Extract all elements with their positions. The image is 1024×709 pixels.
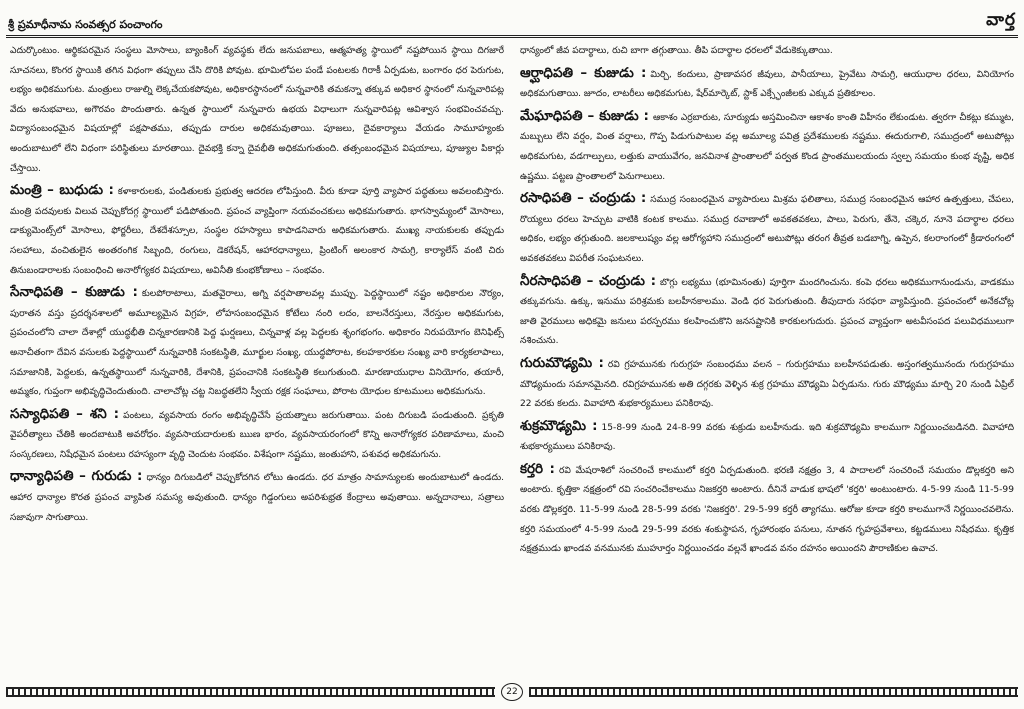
page-number: 22 (501, 683, 523, 701)
section-heading: ఆర్ఘాధిపతి – కుజుడు : (520, 64, 647, 81)
paragraph-text: మిర్చి, కందులు, ప్రాణావసర జీవులు, పానీయాలు, ప్రైవేటు సామగ్రి, ఆయుధాల ధరలు, వినియోగం అధికమగుతాయి. జూదం, లాటరీలు అధికమగుట, షేర్‌మార్కెట్, స్టాక్ ఎక్స్ఛేంజీలకు ఎక్కువ ప్రతికూలం. (520, 69, 1014, 100)
paragraph-text: రవి మేషరాశిలో సంచరించే కాలములో కర్తరి ఏర్పడుతుంది. భరణి నక్షత్రం 3, 4 పాదాలలో సంచరించే సమయం డొల్లకర్తరి అని అంటారు. కృత్తికా నక్షత్రంలో రవి సంచరించేకాలము నిజకర్తరి అంటారు. దీనినే వాడుక భాషలో 'కర్తరి' అంటుంటారు. 4-5-99 నుండి 11-5-99 వరకు డొల్లకర్తరి. 11-5-99 నుండి 28-5-99 వరకు 'నిజకర్తరి'. 29-5-99 కర్తరీ త్యాగము. ఆరోజు కూడా కర్తరి కాలముగానే నిర్ణయించవలెను. కర్తరి సమయంలో 4-5-99 నుండి 29-5-99 వరకు శంకుస్థాపన, గృహారంభం పనులు, నూతన గృహప్రవేశాలు, కట్టడములు నిషేధము. కృత్తిక నక్షత్రముడు ఖాండవ వనమునకు ముహూర్తం నిర్ణయించడం వల్లనే ఖాండవ వనం దహనం అయిందని పౌరాణికుల ఉవాచ. (520, 465, 1014, 555)
section-heading: సేనాధిపతి – కుజుడు : (10, 284, 138, 301)
right-column (520, 42, 1014, 668)
paragraph (520, 64, 1014, 105)
paragraph (520, 42, 1014, 62)
section-heading: నీరసాధిపతి – చంద్రుడు : (520, 272, 656, 289)
section-heading: కర్తరి : (520, 460, 555, 477)
paragraph-text: ధాన్యం దిగుబడిలో చెప్పుకోదగిన లోటు ఉండదు. ధర మాత్రం సామాన్యులకు అందుబాటులో ఉండదు. ఆహార ధాన్యాల కొరత ప్రపంచ వ్యాపిత సమస్య అవుతుంది. ధాన్యం గిడ్డంగులు అపరిశుభ్రత కేంద్రాలు అవుతాయి. అన్నదానాలు, సత్రాలు సజావుగా సాగుతాయి. (10, 473, 504, 523)
paragraph (10, 467, 504, 528)
section-heading: గురుమౌఢ్యమి : (520, 354, 604, 371)
paragraph-text: ధాన్యంలో జీవ పదార్థాలు, రుచి బాగా తగ్గుతాయి. తీపి పదార్థాల ధరలలో వేడుకెక్కుతాయి. (520, 46, 833, 56)
paragraph-text: బొగ్గు లభ్యము (భూమినంతు) పూర్తిగా మందగించును. కంపె ధరలు అధికముగానుండును, వాడకము తక్కువగును. ఉక్కు, ఇనుము పరిశ్రమకు బలహీనకాలము. వెండి ధర పెరుగుతుంది. తీపుదారు సరఫరా వ్యాపిస్తుంది. ప్రపంచంలో అనేకచోట్ల జాతి వైరములు అధికమై జనులు పరస్పరము కలహించుకొని జనసష్టానికి కారకులగుదురు. ప్రపంచ వ్యాప్తంగా అటవీసంపద పలువిధములుగా నశించును. (520, 277, 1014, 347)
brand-logo: వార్త (986, 10, 1016, 30)
paragraph (520, 354, 1014, 415)
paragraph-text: పంటలు, వ్యవసాయ రంగం అభివృద్ధిచేసే ప్రయత్నాలు జరుగుతాయి. పంట దిగుబడి పండుతుంది. ప్రకృతి వైపరీత్యాలు చేతికి అందబాటుకి అవరోధం. వ్యవసాయదారులకు ఋణ భారం, వ్యవసాయరంగంలో కొన్ని అనారోగ్యకర పరిణామాలు, మంచి సంస్కరణలు, నిషేధమైన పంటలు రహస్యంగా వృద్ధి చెందుట సంభవం. విశేషంగా నష్టము, జంతుహాని, పశువధ అధికమగును. (10, 410, 504, 460)
section-heading: సస్యాధిపతి – శని : (10, 405, 120, 422)
running-title: శ్రీ ప్రమాధీనామ సంవత్సర పంచాంగం (8, 18, 163, 31)
paragraph (520, 417, 1014, 458)
section-heading: రసాధిపతి – చంద్రుడు : (520, 190, 647, 207)
paragraph-text: ఆకాశం ఎర్రబారుట, సూర్యుడు అస్తమించినా ఆకాశం కాంతి విహీనం లేకుండుట. త్వరగా చీకట్లు కమ్ముట, మబ్బులు లేని వర్షం, వింత వర్షాలు, గొప్ప పిడుగుపాటుల వల్ల అమూల్య పవిత్ర ప్రదేశములకు నష్టము. ఈదురుగాలి, సముద్రంలో అటుపోట్లు అధికమగుట, వడగాల్పులు, లత్తుకు వాయువేగం, జనవినాశ ప్రాంతాలలో పర్వత కొండ ప్రాంతములయందు స్వల్ప సమయం కుంభ వృష్టి, అధిక ఉష్ణము. పట్టణ ప్రాంతాలలో పెనుగాలులు. (520, 112, 1014, 182)
paragraph (10, 42, 504, 179)
paragraph-text: సముద్ర సంబంధమైన వ్యాపారులు మిశ్రమ ఫలితాలు, సముద్ర సంబంధమైన ఆహార ఉత్పత్తులు, చేపలు, రొయ్యలు ధరలు హెచ్చుట వాటికి కంటక కాలము. సముద్ర రవాణాలో అవకతవకలు, పాలు, పెరుగు, తేనె, చక్కెర, నూనె పదార్థాల ధరలు అధికం, లభ్యం తగ్గుతుంది. జలకాలుష్యం వల్ల ఆరోగ్యహాని సముద్రంలో అటుపోట్లు తరంగ తీవ్రత బడబాగ్ని, ఉప్పెన, కలరాంగంలో క్రీడారంగంలో అవకతవకలు విపరీత సంఘటనలు. (520, 195, 1014, 264)
paragraph (520, 189, 1014, 269)
section-heading: మంత్రి – బుధుడు : (10, 182, 114, 199)
paragraph-text: కళాకారులకు, పండితులకు ప్రభుత్వ ఆదరణ లోపిస్తుంది. వీరు కూడా పూర్తి వ్యాపార పద్ధతులు అవలంబిస్తారు. మంత్రి పదవులకు విలువ చెప్పుకోదగ్గ స్థాయిలో పడిపోతుంది. ప్రపంచ వ్యాప్తింగా నయవంచకులు అధికమగుతారు. భాగస్వామ్యంలో మోసాలు, డాక్యుమెంట్స్‌లో మోసాలు, ఫోర్జరీలు, దేశదేశస్సూల, సంస్థల రహస్యాలు కాపాడనివారు అధికమగుతారు. ముఖ్య నాయకులకు తప్పుడు సలహాలు, వంచితులైన అంతరంగిక సిబ్బంది, రంగులు, డెకరేషన్, ఆహారధాన్యాలు, ప్రింటింగ్ అలంకార సామగ్రి, కార్యాలేస్ వంటి చిరు తినుబండారాలకు సంబంధించి అనారోగ్యకర విషయాలు, అవినీతి కుంభకోణాలు – సంభవం. (10, 187, 504, 276)
section-heading: మేఘాధిపతి – కుజుడు : (520, 107, 649, 124)
paragraph (10, 181, 504, 281)
section-heading: శుక్రమౌఢ్యమి : (520, 417, 598, 434)
paragraph-text: రవి గ్రహమునకు గురుగ్రహ సంబంధము వలన – గురుగ్రహము బలహీనపడుతు. అస్తంగత్వమునందు గురుగ్రహము మౌఢ్యమందు సమానమైనది. రవిగ్రహమునకు అతి దగ్గరకు వెళ్ళిన శుక్ర గ్రహము మౌఢ్యమి ఏర్పడును. గురు మౌఢ్యము మార్చి 20 నుండి ఏప్రిల్ 22 వరకు కలదు. వివాహాది శుభకార్యములు పనికిరావు. (520, 359, 1014, 410)
article-body (10, 42, 1014, 668)
paragraph-text: 15-8-99 నుండి 24-8-99 వరకు శుక్రుడు బలహీనుడు. ఇది శుక్రమౌఢ్యమి కాలముగా నిర్ణయించబడినది. వివాహాది శుభకార్యములు పనికిరావు. (520, 422, 1014, 453)
footer-border (6, 687, 1018, 697)
chain-border-left (6, 687, 495, 697)
paragraph (10, 405, 504, 466)
paragraph (520, 272, 1014, 352)
section-heading: ధాన్యాధిపతి – గురుడు : (10, 468, 143, 485)
paragraph (520, 460, 1014, 560)
paragraph (10, 283, 504, 403)
paragraph (520, 107, 1014, 187)
left-column (10, 42, 504, 668)
paragraph-text: ఎదుర్కొంటుం. ఆర్థికపరమైన సంస్థలు మోసాలు, బ్యాంకింగ్ వ్యవస్థకు లేదు జనుపబాలు, ఆత్మహత్య స్థాయిలో నష్టపోయిన స్థాయి దిగజారే సూచనలు, కొంగర స్థాయికి తగిన విధంగా తప్పులు చేసి దొరికి పోవుట. భూమిలోపల పండే పంటలకు గిరాకీ ఏర్పడుట, బంగారం ధర పెరుగుట, లభ్యం అధికముగుట. మంత్రులు రాజుల్ని లెక్కచేయకపోవుట, అధికారస్థానంలో నున్నవారికి తమకన్నా తక్కువ అధికార స్థానంలో నున్నవారిపట్ల వేదు అనుభవాలు, అగౌరవం పొందుతారు. ఉన్నత స్థాయిలో నున్నవారు ఉభయ విధాలుగా నున్నవారిపట్ల ఆవిశ్వాస సంభవించవచ్చు. విద్యాసంబంధమైన విషయాల్లో పక్షపాతము, తప్పుడు దారుల అధికమవుతాయి. పూజలు, దైవకార్యాలు వేయడం సామూహ్యంకు అందుబాటులో లేని విధంగా పరిస్థితులు మారతాయి. దైవభక్తి కన్నా దైవభీతి అధికమగుతుంది. తత్సంబంధమైన విషయాలు, పూజ్యుల పికార్లు చేస్తాయి. (10, 46, 504, 174)
page-header (8, 4, 1016, 34)
chain-border-right (529, 687, 1018, 697)
paragraph-text: కులపోరాటాలు, మతవైరాలు, అగ్ని వర్షపాతాలవల్ల ముప్పు. పెద్దస్థాయిలో నష్టం అధికారుల నౌర్యం, పురాతన వస్తు ప్రదర్శనశాలలో అమూల్యమైన విగ్రహ, లోహసంబంధమైన కోటేలు నంరి లదం, బాలనేరస్తులు, నేరస్తుల అధికమగుట, ప్రపంచంలోని చాలా దేశాల్లో యుద్ధభీతి చిన్నకారణానికి పెద్ద ఘర్షణలు, చిన్నవాళ్ల వల్ల పెద్దలకు శృంగభంగం. అధికారం నిరుపయోగం బెనిఫిట్స్ అనాచీతంగా దేవిన వసులకు పెద్దస్థాయిలో నున్నవారికి సంకటస్థితి, మూర్ఖుల సంఖ్య, యుద్ధపోరాట, కలహకారకుల సంఖ్య వారి కార్యకలాపాలు, సమాజానికి, పెద్దలకు, ఉన్నతస్థాయిలో నున్నవారికి, దేశానికి, ప్రపంచానికి సంకటస్థితి కలుగుతుంది. మారణాయుధాల వినియోగం, తయారీ, అమ్మకం, గుప్తంగా అభివృద్ధిచెందుతుంది. చాలాచోట్ల చట్ట నిబద్ధతలేని స్వీయ రక్షక సంఘాలు, పోరాట యోధుల కూటములు అధికమగును. (10, 289, 504, 398)
